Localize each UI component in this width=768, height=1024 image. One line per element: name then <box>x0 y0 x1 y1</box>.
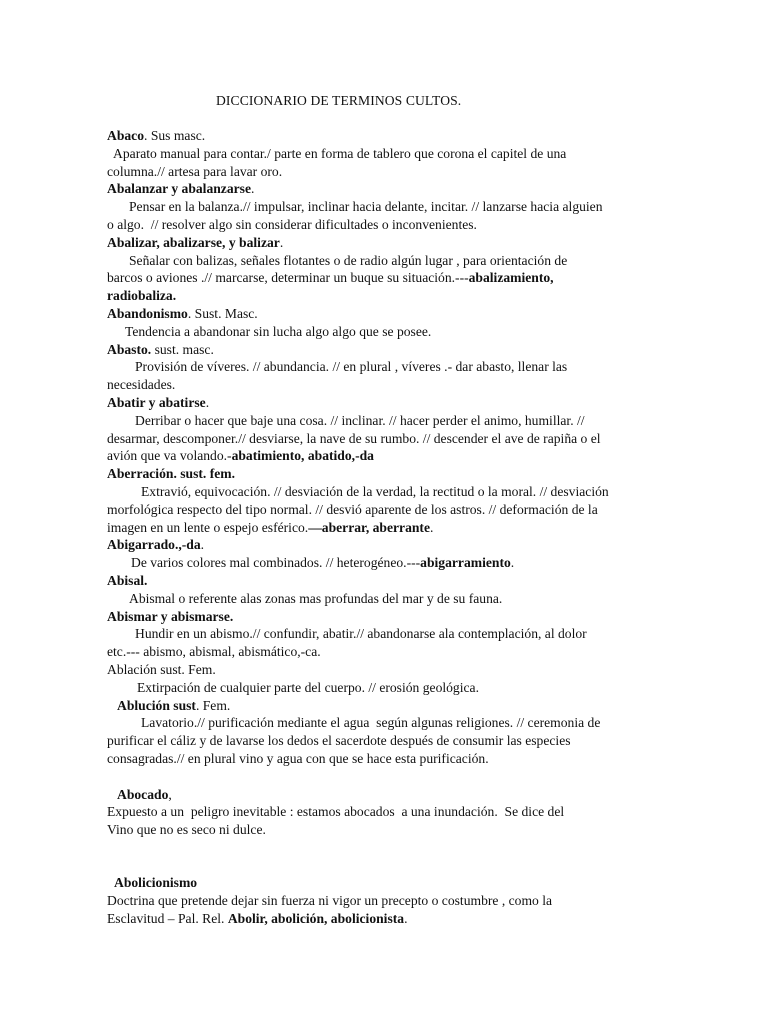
entry-def: Extravió, equivocación. // desviación de la verdad, la rectitud o la moral. // desviación <box>141 483 609 499</box>
entry-def: imagen en un lente o espejo esférico.—aberrar, aberrante. <box>107 519 434 535</box>
entry-head: Abisal. <box>107 572 148 588</box>
dictionary-body <box>107 127 667 927</box>
entry-def: Doctrina que pretende dejar sin fuerza ni vigor un precepto o costumbre , como la <box>107 892 553 908</box>
entry-def: Expuesto a un peligro inevitable : estamos abocados a una inundación. Se dice del <box>107 804 565 820</box>
entry-def: consagradas.// en plural vino y agua con que se hace esta purificación. <box>107 750 489 766</box>
entry-head: Ablación sust. Fem. <box>107 661 216 677</box>
entry-def: barcos o aviones .// marcarse, determinar un buque su situación.---abalizamiento, <box>107 270 554 286</box>
entry-head: Abasto. sust. masc. <box>107 341 214 357</box>
entry-def: Pensar en la balanza.// impulsar, inclinar hacia delante, incitar. // lanzarse hacia alguien <box>129 199 603 215</box>
entry-head: Abandonismo. Sust. Masc. <box>107 305 258 321</box>
entry-def: De varios colores mal combinados. // heterogéneo.---abigarramiento. <box>131 555 515 571</box>
entry-def: Tendencia a abandonar sin lucha algo algo que se posee. <box>125 323 432 339</box>
entry-head: Abaco. Sus masc. <box>107 128 206 143</box>
entry-head: Abalizar, abalizarse, y balizar. <box>107 234 284 250</box>
entry-def: desarmar, descomponer.// desviarse, la nave de su rumbo. // descender el ave de rapiña o el <box>107 430 601 446</box>
entry-def: etc.--- abismo, abismal, abismático,-ca. <box>107 644 321 660</box>
entry-def: purificar el cáliz y de lavarse los dedos el sacerdote después de consumir las especies <box>107 733 571 749</box>
entry-head: Abigarrado.,-da. <box>107 537 205 553</box>
entry-def: Aparato manual para contar./ parte en forma de tablero que corona el capitel de una <box>107 145 567 161</box>
entry-def: Provisión de víveres. // abundancia. // en plural , víveres .- dar abasto, llenar las <box>135 359 568 375</box>
entry-def: radiobaliza. <box>107 288 177 304</box>
entry-head: Ablución sust. Fem. <box>117 697 231 713</box>
entry-head: Abismar y abismarse. <box>107 608 234 624</box>
entry-head: Abalanzar y abalanzarse. <box>107 181 255 197</box>
entry-def: morfológica respecto del tipo normal. // desvió aparente de los astros. // deformación de la <box>107 501 598 517</box>
entry-def: Extirpación de cualquier parte del cuerpo. // erosión geológica. <box>137 679 479 695</box>
entry-def: Lavatorio.// purificación mediante el agua según algunas religiones. // ceremonia de <box>141 715 601 731</box>
entry-def: o algo. // resolver algo sin considerar dificultades o inconvenientes. <box>107 216 477 232</box>
entry-def: Esclavitud – Pal. Rel. Abolir, abolición, abolicionista. <box>107 910 408 926</box>
entry-head: Abocado, <box>117 786 172 802</box>
entry-head: Abatir y abatirse. <box>107 394 210 410</box>
entry-def: columna.// artesa para lavar oro. <box>107 163 283 179</box>
page-title: DICCIONARIO DE TERMINOS CULTOS. <box>216 93 462 108</box>
entry-def: Derribar o hacer que baje una cosa. // inclinar. // hacer perder el animo, humillar. // <box>135 412 585 428</box>
entry-def: Hundir en un abismo.// confundir, abatir.// abandonarse ala contemplación, al dolor <box>135 626 587 642</box>
entry-head: Abolicionismo <box>114 875 198 891</box>
entry-def: Vino que no es seco ni dulce. <box>107 822 266 838</box>
entry-def: necesidades. <box>107 377 176 393</box>
entry-def: avión que va volando.-abatimiento, abatido,-da <box>107 448 374 464</box>
entry-def: Señalar con balizas, señales flotantes o de radio algún lugar , para orientación de <box>129 252 568 268</box>
entry-head: Aberración. sust. fem. <box>107 466 235 482</box>
entry-def: Abismal o referente alas zonas mas profundas del mar y de su fauna. <box>129 590 503 606</box>
